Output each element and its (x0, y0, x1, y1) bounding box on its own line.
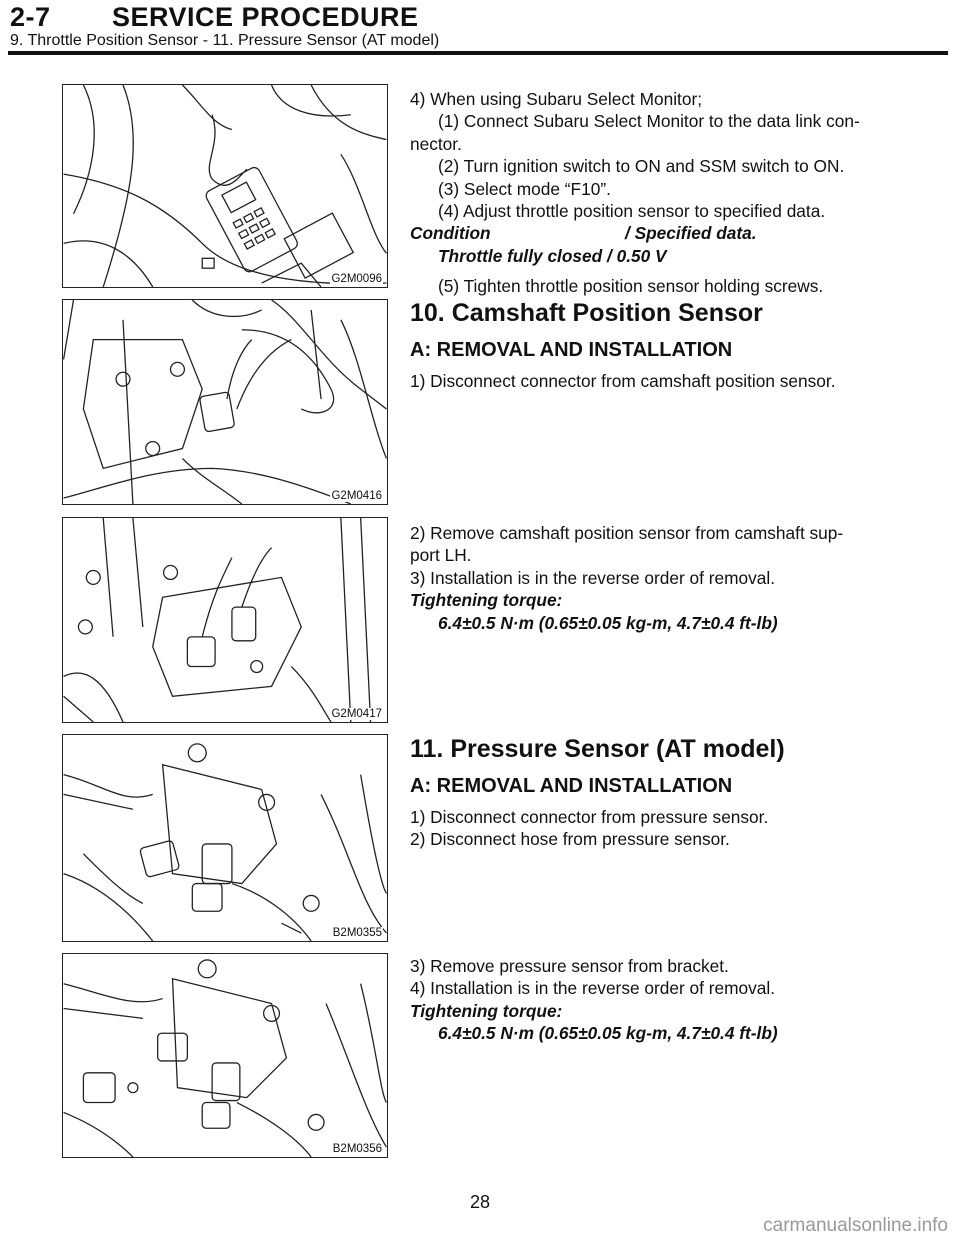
step-text: (2) Turn ignition switch to ON and SSM switch to ON. (438, 156, 845, 177)
page-subtitle: 9. Throttle Position Sensor - 11. Pressure Sensor (AT model) (10, 32, 440, 49)
condition-row: Throttle fully closed / 0.50 V (438, 245, 667, 266)
step-text: 1) Disconnect connector from pressure sensor. (410, 807, 769, 827)
step-text: (3) Select mode “F10”. (438, 178, 611, 199)
figure-pressure-removal (62, 953, 388, 1158)
step-text: (5) Tighten throttle position sensor holding screws. (438, 276, 824, 297)
pressure-connector-illustration (63, 735, 387, 941)
section-heading: 10. Camshaft Position Sensor (410, 299, 763, 327)
torque-label: Tightening torque: (410, 1000, 563, 1021)
camshaft-connector-illustration (63, 300, 387, 504)
watermark: carmanualsonline.info (763, 1215, 948, 1236)
page-number: 28 (469, 1192, 491, 1212)
step-text: (4) Adjust throttle position sensor to specified data. (438, 201, 826, 222)
step-text: 4) When using Subaru Select Monitor; (410, 89, 703, 109)
step-text: 2) Remove camshaft position sensor from camshaft sup- (410, 523, 844, 543)
step-text: 1) Disconnect connector from camshaft position sensor. (410, 371, 836, 391)
figure-select-monitor (62, 84, 388, 288)
figure-caption: G2M0416 (331, 490, 382, 502)
step-text: 3) Remove pressure sensor from bracket. (410, 956, 729, 976)
figure-camshaft-removal (62, 517, 388, 723)
step-text: 4) Installation is in the reverse order of removal. (410, 978, 775, 999)
header-rule (8, 51, 948, 55)
subsection-heading: A: REMOVAL AND INSTALLATION (410, 339, 733, 361)
step-text: port LH. (410, 545, 472, 566)
section-number: 2-7 (10, 2, 51, 32)
step-text: (1) Connect Subaru Select Monitor to the data link con- (438, 111, 860, 132)
page-title: SERVICE PROCEDURE (112, 2, 419, 32)
step-text: nector. (410, 133, 462, 154)
camshaft-removal-steps (410, 522, 880, 634)
camshaft-section (410, 298, 880, 392)
step-text: 2) Disconnect hose from pressure sensor. (410, 829, 730, 850)
pressure-removal-illustration (63, 954, 387, 1157)
select-monitor-illustration (63, 85, 387, 287)
torque-value: 6.4±0.5 N·m (0.65±0.05 kg-m, 4.7±0.4 ft-lb) (438, 612, 778, 633)
step-text: 3) Installation is in the reverse order of removal. (410, 567, 775, 588)
section-heading: 11. Pressure Sensor (AT model) (410, 735, 785, 763)
torque-label: Tightening torque: (410, 590, 563, 611)
select-monitor-steps (410, 88, 880, 298)
pressure-sensor-section (410, 734, 880, 851)
condition-header (410, 222, 880, 244)
figure-caption: B2M0355 (332, 927, 382, 939)
torque-value: 6.4±0.5 N·m (0.65±0.05 kg-m, 4.7±0.4 ft-lb) (438, 1023, 778, 1044)
figure-caption: G2M0096 (331, 273, 382, 285)
specified-data-label: / Specified data. (625, 223, 757, 244)
pressure-removal-steps (410, 955, 880, 1045)
camshaft-removal-illustration (63, 518, 387, 722)
figure-pressure-connector (62, 734, 388, 942)
figure-caption: G2M0417 (331, 708, 382, 720)
figure-camshaft-connector (62, 299, 388, 505)
condition-label: Condition (410, 223, 491, 244)
figure-caption: B2M0356 (332, 1143, 382, 1155)
subsection-heading: A: REMOVAL AND INSTALLATION (410, 775, 733, 797)
